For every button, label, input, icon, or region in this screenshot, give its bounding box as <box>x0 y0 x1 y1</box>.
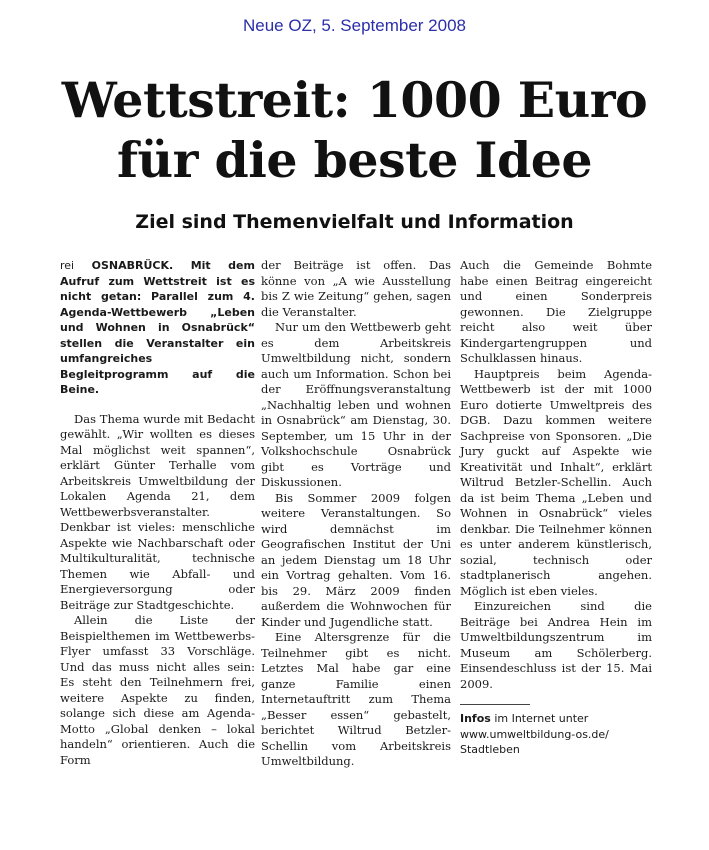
paragraph: Eine Altersgrenze für die Teilnehmer gibt es nicht. Letztes Mal habe gar eine ganze Familie einen Internetauftritt zum Thema „Besser essen“ gebastelt, berichtet Wiltrud Betzler-Schellin vom Arbeitskreis Umweltbildung. <box>261 630 451 768</box>
infos-label: Infos <box>460 712 491 725</box>
paragraph: Einzureichen sind die Beiträge bei Andrea Hein im Umweltbildungszentrum im Museum am Schölerberg. Einsendeschluss ist der 15. Mai 2009. <box>460 599 652 691</box>
headline-line-2: für die beste Idee <box>116 131 593 189</box>
paragraph: Hauptpreis beim Agenda-Wettbewerb ist der mit 1000 Euro dotierte Umweltpreis des DGB. Dazu kommen weitere Sachpreise von Sponsoren. „Die Jury guckt auf Aspekte wie Kreativität und Inhalt“, erklärt Wiltrud Betzler-Schellin. Auch da ist beim Thema „Leben und Wohnen in Osnabrück“ vieles denkbar. Die Teilnehmer können es unter anderem künstlerisch, sozial, technisch oder stadtplanerisch angehen. Möglich ist eben vieles. <box>460 366 652 598</box>
headline-line-1: Wettstreit: 1000 Euro <box>61 71 648 129</box>
subheadline: Ziel sind Themenvielfalt und Information <box>135 211 574 233</box>
intro-paragraph <box>60 258 255 398</box>
article-column-3 <box>460 258 652 758</box>
infos-url[interactable]: www.umweltbildung-os.de/ <box>460 727 609 741</box>
paragraph: Nur um den Wettbewerb geht es dem Arbeitskreis Umweltbildung nicht, sondern auch um Information. Schon bei der Eröffnungsveranstaltung „Nachhaltig leben und wohnen in Osnabrück“ am Dienstag, 30. September, um 15 Uhr in der Volkshochschule Osnabrück gibt es Vorträge und Diskussionen. <box>261 320 451 489</box>
article-column-2 <box>261 258 451 770</box>
article-column-1 <box>60 258 255 768</box>
infos-box <box>460 711 652 758</box>
paragraph: der Beiträge ist offen. Das könne von „A wie Ausstellung bis Z wie Zeitung“ gehen, sagen die Veranstalter. <box>261 258 451 319</box>
intro-text: OSNABRÜCK. Mit dem Aufruf zum Wettstreit ist es nicht getan: Parallel zum 4. Agenda-Wettbewerb „Leben und Wohnen in Osnabrück“ stellen die Veranstalter ein umfangreiches Begleitprogramm auf die Beine. <box>60 259 255 396</box>
paragraph: Bis Sommer 2009 folgen weitere Veranstaltungen. So wird demnächst im Geografischen Institut der Uni an jedem Dienstag um 18 Uhr ein Vortrag gehalten. Vom 16. bis 29. März 2009 finden außerdem die Wohnwochen für Kinder und Jugendliche statt. <box>261 490 451 629</box>
paragraph: Das Thema wurde mit Bedacht gewählt. „Wir wollten es dieses Mal möglichst weit spannen“, erklärt Günter Terhalle vom Arbeitskreis Umweltbildung der Lokalen Agenda 21, dem Wettbewerbsveranstalter. Denkbar ist vieles: menschliche Aspekte wie Nachbarschaft oder Multikulturalität, technische Themen wie Abfall- und Energieversorgung oder Beiträge zur Stadtgeschichte. <box>60 411 255 612</box>
infos-text: im Internet unter <box>494 712 589 725</box>
infos-divider <box>460 704 530 705</box>
paragraph: Allein die Liste der Beispielthemen im Wettbewerbs-Flyer umfasst 33 Vorschläge. Und das muss nicht alles sein: Es steht den Teilnehmern frei, weitere Aspekte zu finden, solange sich diese am Agenda-Motto „Global denken – lokal handeln“ orientieren. Auch die Form <box>60 613 255 767</box>
infos-path: Stadtleben <box>460 743 520 756</box>
paragraph: Auch die Gemeinde Bohmte habe einen Beitrag eingereicht und einen Sonderpreis gewonnen. Die Zielgruppe reicht also weit über Kindergartengruppen und Schulklassen hinaus. <box>460 258 652 365</box>
headline <box>0 70 709 190</box>
author-initials: rei <box>60 259 75 272</box>
source-line: Neue OZ, 5. September 2008 <box>242 16 467 35</box>
